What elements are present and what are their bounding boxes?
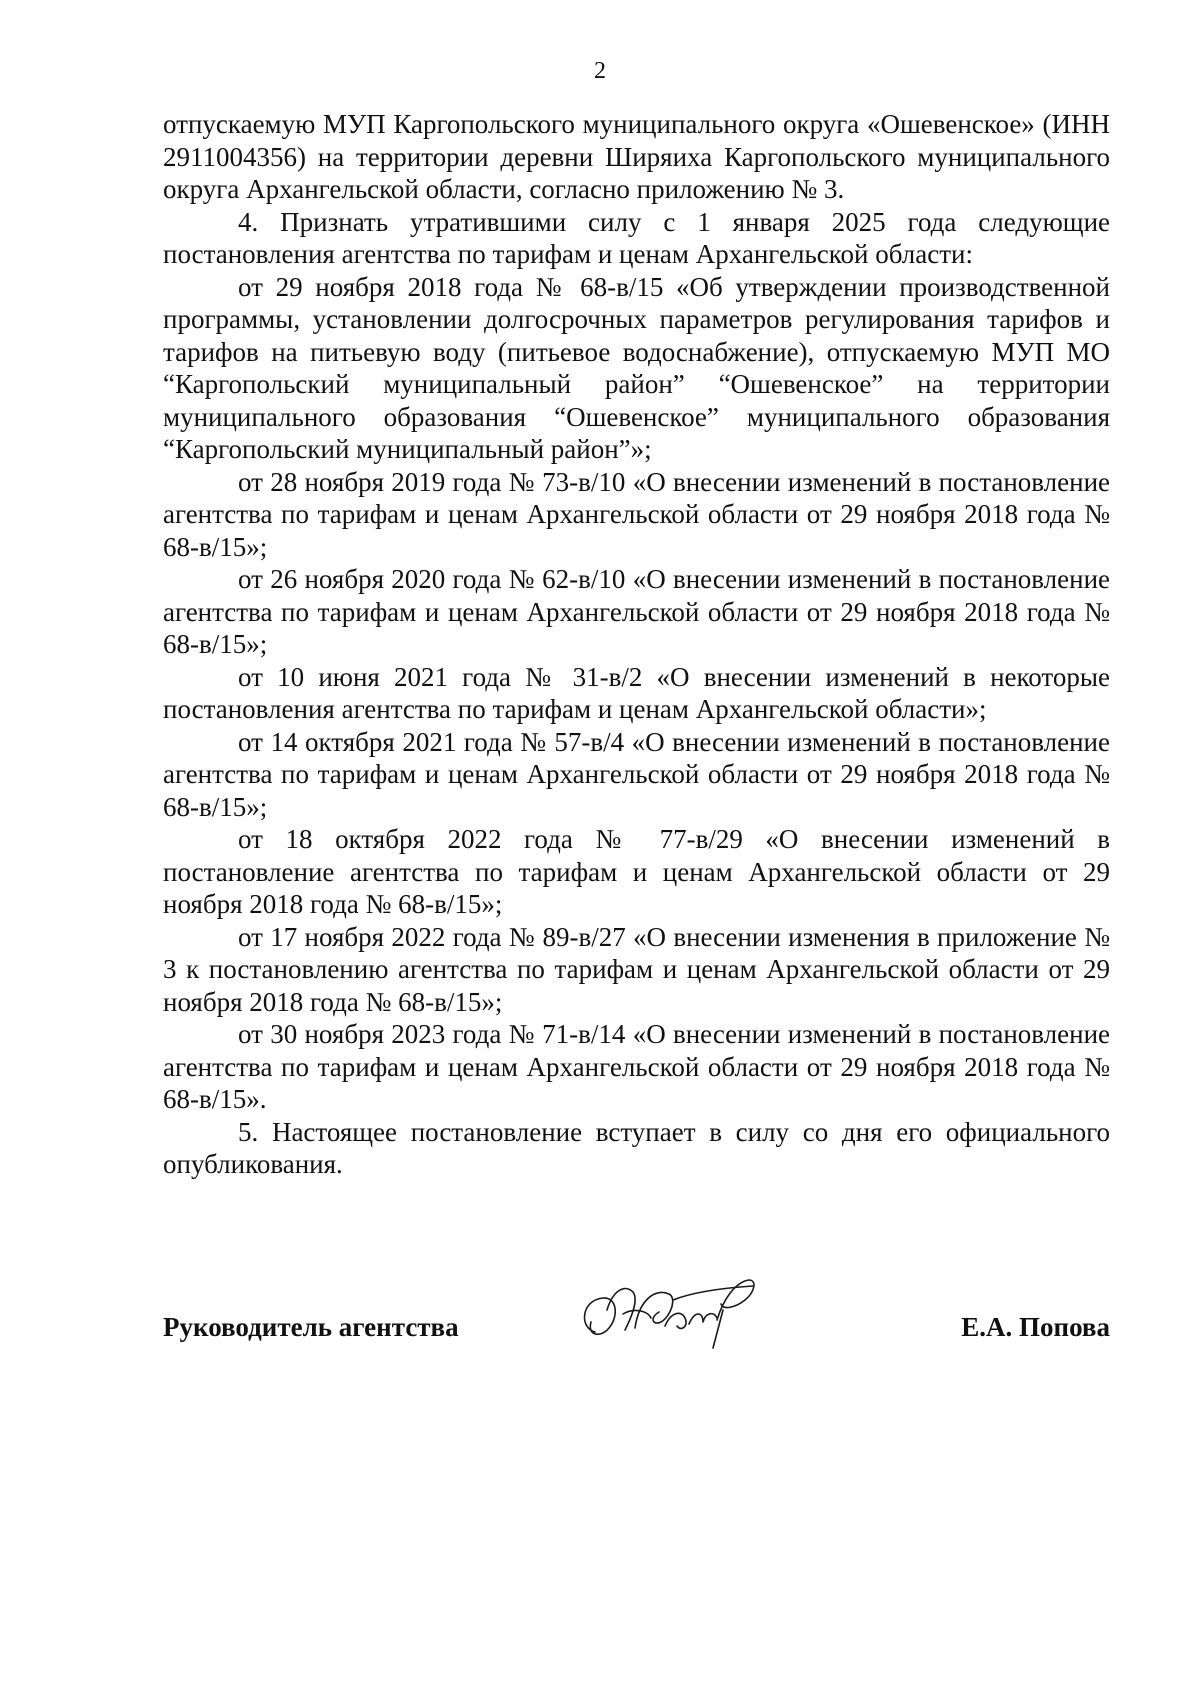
paragraph-resolution-2020: от 26 ноября 2020 года № 62-в/10 «О внесении изменений в постановление агентства по тарифам и ценам Архангельской области от 29 ноября 2018 года № 68-в/15»; [163, 564, 1110, 659]
signatory-title: Руководитель агентства [163, 1312, 459, 1342]
paragraph-resolution-2022-october: от 18 октября 2022 года № 77-в/29 «О внесении изменений в постановление агентства по тарифам и ценам Архангельской области от 29 ноября 2018 года № 68-в/15»; [163, 824, 1110, 919]
signatory-name: Е.А. Попова [961, 1312, 1110, 1342]
paragraph-resolution-2022-november: от 17 ноября 2022 года № 89-в/27 «О внесении изменения в приложение № 3 к постановлению агентства по тарифам и ценам Архангельской области от 29 ноября 2018 года № 68-в/15»; [163, 921, 1110, 1017]
document-body [163, 108, 1110, 1181]
paragraph-item-5: 5. Настоящее постановление вступает в силу со дня его официального опубликования. [163, 1116, 1110, 1179]
paragraph-resolution-2019: от 28 ноября 2019 года № 73-в/10 «О внесении изменений в постановление агентства по тарифам и ценам Архангельской области от 29 ноября 2018 года № 68-в/15»; [163, 466, 1110, 562]
paragraph-resolution-2018: от 29 ноября 2018 года № 68-в/15 «Об утверждении производственной программы, установлении долгосрочных параметров регулирования тарифов и тарифов на питьевую воду (питьевое водоснабжение), отпускаемую МУП МО “Каргопольский муниципальный район” “Ошевенское” на территории муниципального образования “Ошевенское” муниципального образования “Каргопольский муниципальный район”»; [163, 271, 1110, 464]
page-number: 2 [594, 58, 606, 84]
paragraph-resolution-2023: от 30 ноября 2023 года № 71-в/14 «О внесении изменений в постановление агентства по тарифам и ценам Архангельской области от 29 ноября 2018 года № 68-в/15». [163, 1019, 1110, 1114]
paragraph-resolution-2021-october: от 14 октября 2021 года № 57-в/4 «О внесении изменений в постановление агентства по тарифам и ценам Архангельской области от 29 ноября 2018 года № 68-в/15»; [163, 726, 1110, 822]
signature-block [163, 1300, 1110, 1380]
handwritten-signature-icon [573, 1270, 773, 1360]
paragraph-continuation: отпускаемую МУП Каргопольского муниципального округа «Ошевенское» (ИНН 2911004356) на территории деревни Ширяиха Каргопольского муниципального округа Архангельской области, согласно приложению № 3. [163, 109, 1110, 204]
paragraph-item-4: 4. Признать утратившими силу с 1 января 2025 года следующие постановления агентства по тарифам и ценам Архангельской области: [163, 206, 1110, 269]
paragraph-resolution-2021-june: от 10 июня 2021 года № 31-в/2 «О внесении изменений в некоторые постановления агентства по тарифам и ценам Архангельской области»; [163, 661, 1110, 724]
